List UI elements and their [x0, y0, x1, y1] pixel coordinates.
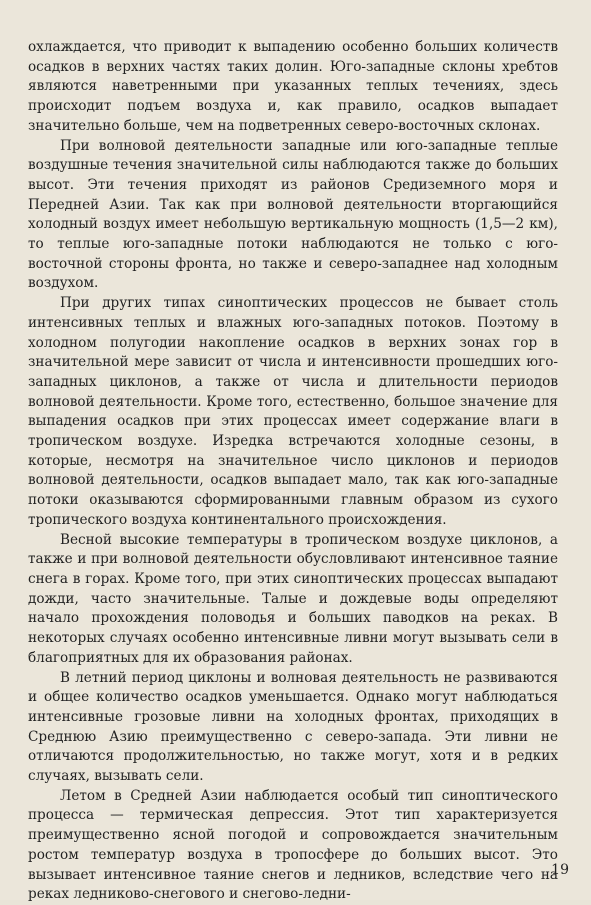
- paragraph-5: В летний период циклоны и волновая деятельность не развиваются и общее количество осадков уменьшается. Однако могут наблюдаться интенсивные грозовые ливни на холодных фронтах, приходящих в Среднюю Азию преимущественно с северо-запада. Эти ливни не отличаются продолжительностью, но также могут, хотя и в редких случаях, вызывать сели.: [28, 669, 558, 785]
- paragraph-6: Летом в Средней Азии наблюдается особый тип синоптического процесса — термическая депрессия. Этот тип характеризуется преимущественно ясной погодой и сопровождается значительным ростом температур воздуха в тропосфере до больших высот. Это вызывает интенсивное таяние снегов и ледников, вследствие чего на реках ледниково-снегового и снегово-ледни-: [28, 787, 558, 903]
- paragraph-4: Весной высокие температуры в тропическом воздухе циклонов, а также и при волновой деятельности обусловливают интенсивное таяние снега в горах. Кроме того, при этих синоптических процессах выпадают дожди, часто значительные. Талые и дождевые воды определяют начало прохождения половодья и больших паводков на реках. В некоторых случаях особенно интенсивные ливни могут вызывать сели в благоприятных для их образования районах.: [28, 531, 558, 666]
- page-number: 19: [551, 862, 569, 878]
- body-text: [28, 38, 558, 905]
- paragraph-3: При других типах синоптических процессов не бывает столь интенсивных теплых и влажных юго-западных потоков. Поэтому в холодном полугодии накопление осадков в верхних зонах гор в значительной мере зависит от числа и интенсивности прошедших юго-западных циклонов, а также от числа и длительности периодов волновой деятельности. Кроме того, естественно, большое значение для выпадения осадков при этих процессах имеет содержание влаги в тропическом воздухе. Изредка встречаются холодные сезоны, в которые, несмотря на значительное число циклонов и периодов волновой деятельности, осадков выпадает мало, так как юго-западные потоки оказываются сформированными главным образом из сухого тропического воздуха континентального происхождения.: [28, 295, 558, 528]
- paragraph-2: При волновой деятельности западные или юго-западные теплые воздушные течения значительной силы наблюдаются также до больших высот. Эти течения приходят из районов Средиземного моря и Передней Азии. Так как при волновой деятельности вторгающийся холодный воздух имеет небольшую вертикальную мощность (1,5—2 км), то теплые юго-западные потоки наблюдаются не только с юго-восточной стороны фронта, но также и северо-западнее над холодным воздухом.: [28, 137, 558, 292]
- paragraph-1: охлаждается, что приводит к выпадению особенно больших количеств осадков в верхних частях таких долин. Юго-западные склоны хребтов являются наветренными при указанных теплых течениях, здесь происходит подъем воздуха и, как правило, осадков выпадает значительно больше, чем на подветренных северо-восточных склонах.: [28, 39, 558, 134]
